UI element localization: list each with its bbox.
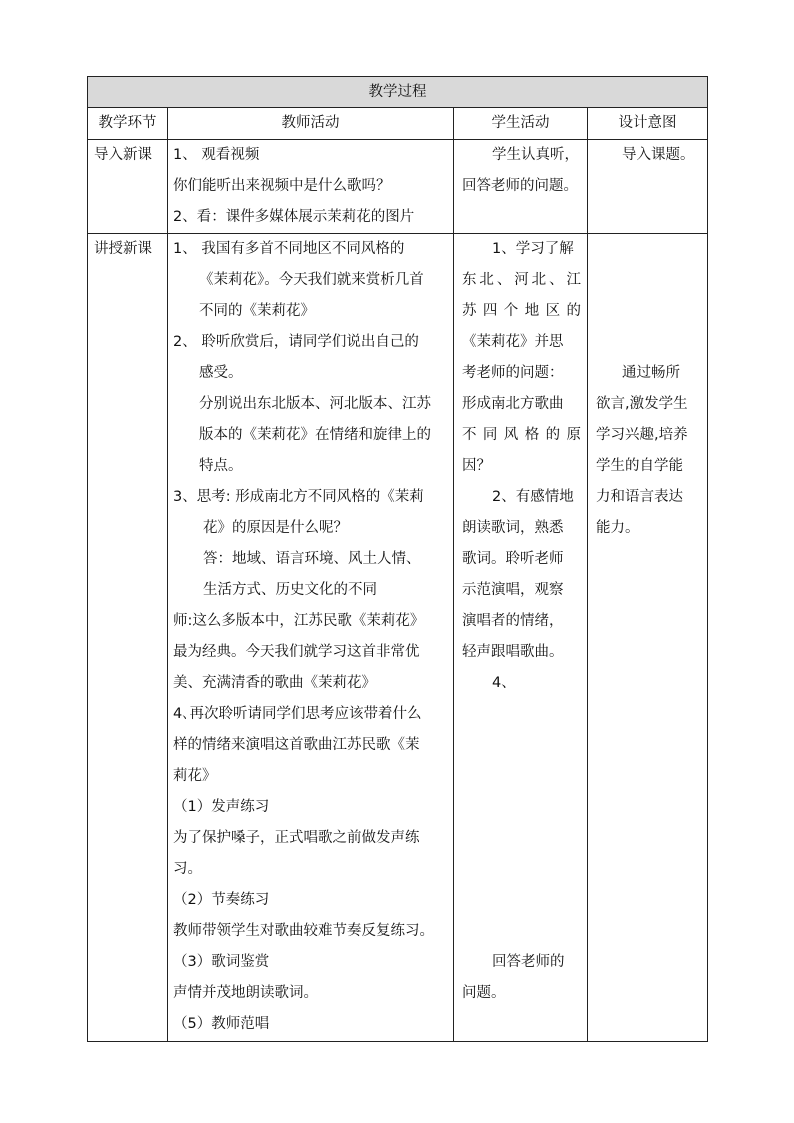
student-line: 形成南北方歌曲 <box>462 396 564 412</box>
student-line: 歌词。聆听老师 <box>462 551 564 567</box>
student-line: 回答老师的 <box>492 954 565 970</box>
teacher-line: 3、思考: 形成南北方不同风格的《茉莉 <box>173 489 424 505</box>
header-stage: 教学环节 <box>88 108 168 140</box>
teacher-line: 美、充满清香的歌曲《茉莉花》 <box>173 675 376 691</box>
teacher-line: 不同的《茉莉花》 <box>199 303 315 319</box>
teacher-line: （1）发声练习 <box>173 799 270 815</box>
intent-line: 学习兴趣,培养 <box>596 427 688 443</box>
student-line: 学生认真听， <box>492 147 579 163</box>
intent-line: 通过畅所 <box>622 365 680 381</box>
teacher-line: 习。 <box>173 861 202 877</box>
table-row <box>88 234 708 1042</box>
teacher-line: 声情并茂地朗读歌词。 <box>173 985 318 1001</box>
student-line: 因？ <box>462 458 491 474</box>
teacher-line: 版本的《茉莉花》在情绪和旋律上的 <box>199 427 431 443</box>
teacher-line: 《茉莉花》。今天我们就来赏析几首 <box>199 272 424 288</box>
table-title: 教学过程 <box>88 77 708 108</box>
teacher-line: 样的情绪来演唱这首歌曲江苏民歌《茉 <box>173 737 420 753</box>
student-line: 4、 <box>492 675 516 691</box>
table-row <box>88 140 708 234</box>
teacher-line: 师:这么多版本中，江苏民歌《茉莉花》 <box>173 613 425 629</box>
teacher-line: 你们能听出来视频中是什么歌吗？ <box>173 178 391 194</box>
student-activity-cell <box>454 140 588 234</box>
student-line: 考老师的问题： <box>462 365 564 381</box>
student-line: 不同风格的原 <box>462 427 581 443</box>
teacher-line: 2、 聆听欣赏后，请同学们说出自己的 <box>173 334 419 350</box>
intent-line: 能力。 <box>596 520 640 536</box>
teacher-line: （3）歌词鉴赏 <box>173 954 270 970</box>
stage-cell: 讲授新课 <box>88 234 168 1042</box>
intent-line: 导入课题。 <box>622 147 695 163</box>
teacher-line: 4､再次聆听请同学们思考应该带着什么 <box>173 706 422 722</box>
lesson-process-table <box>87 76 708 1042</box>
design-intent-cell <box>588 140 708 234</box>
intent-line: 力和语言表达 <box>596 489 683 505</box>
student-line: 问题。 <box>462 985 506 1001</box>
teacher-line: 为了保护嗓子，正式唱歌之前做发声练 <box>173 830 420 846</box>
teacher-line: 特点。 <box>199 458 243 474</box>
student-line: 2、有感情地 <box>492 489 574 505</box>
teacher-line: 莉花》 <box>173 768 217 784</box>
teacher-line: （5）教师范唱 <box>173 1016 270 1032</box>
header-student-activity: 学生活动 <box>454 108 588 140</box>
teacher-line: 感受。 <box>199 365 243 381</box>
student-line: 1、学习了解 <box>492 241 574 257</box>
table-header-row <box>88 108 708 140</box>
teacher-line: 1、 观看视频 <box>173 147 260 163</box>
teacher-line: 分别说出东北版本、河北版本、江苏 <box>199 396 431 412</box>
teacher-activity-cell <box>168 234 454 1042</box>
student-line: 《茉莉花》并思 <box>462 334 564 350</box>
student-activity-cell <box>454 234 588 1042</box>
header-teacher-activity: 教师活动 <box>168 108 454 140</box>
student-line: 东北、河北、江 <box>462 272 581 288</box>
teacher-activity-cell <box>168 140 454 234</box>
teacher-line: 教师带领学生对歌曲较难节奏反复练习。 <box>173 923 434 939</box>
teacher-line: （2）节奏练习 <box>173 892 270 908</box>
student-line: 示范演唱，观察 <box>462 582 564 598</box>
teacher-line: 花》的原因是什么呢？ <box>203 520 348 536</box>
student-line: 苏四个地区的 <box>462 303 581 319</box>
intent-line: 欲言,激发学生 <box>596 396 688 412</box>
teacher-line: 1、 我国有多首不同地区不同风格的 <box>173 241 405 257</box>
teacher-line: 答：地域、语言环境、风土人情、 <box>203 551 421 567</box>
intent-line: 学生的自学能 <box>596 458 683 474</box>
student-line: 轻声跟唱歌曲。 <box>462 644 564 660</box>
stage-cell: 导入新课 <box>88 140 168 234</box>
teacher-line: 2、看：课件多媒体展示茉莉花的图片 <box>173 209 415 225</box>
student-line: 回答老师的问题。 <box>462 178 578 194</box>
design-intent-cell <box>588 234 708 1042</box>
table-title-row <box>88 77 708 108</box>
teacher-line: 最为经典。今天我们就学习这首非常优 <box>173 644 420 660</box>
header-design-intent: 设计意图 <box>588 108 708 140</box>
student-line: 演唱者的情绪， <box>462 613 564 629</box>
student-line: 朗读歌词，熟悉 <box>462 520 564 536</box>
teacher-line: 生活方式、历史文化的不同 <box>203 582 377 598</box>
